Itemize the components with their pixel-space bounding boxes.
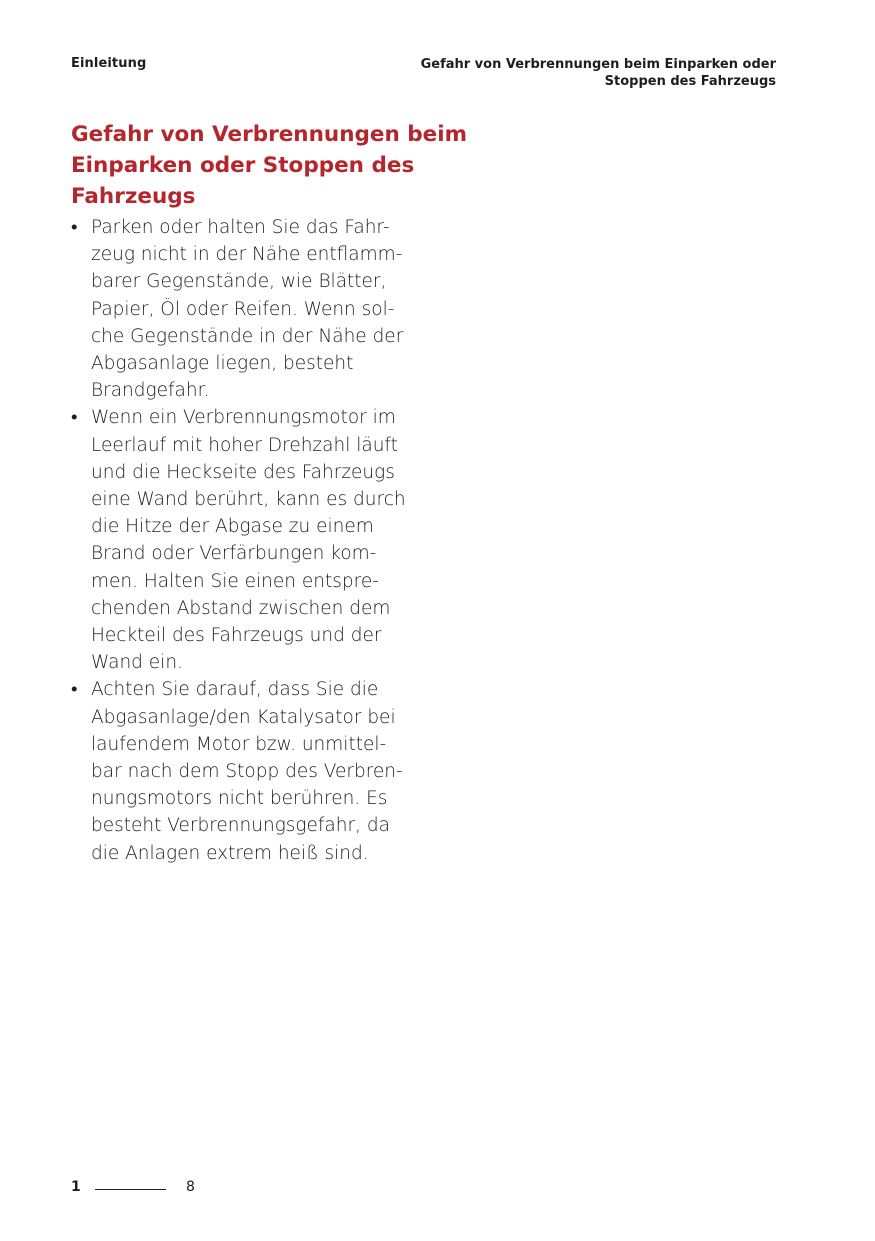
bullet-text-line: die Anlagen extrem heiß sind. xyxy=(91,842,369,864)
bullet-text-line: barer Gegenstände, wie Blätter, xyxy=(91,271,387,293)
bullet-dot-icon: • xyxy=(71,679,78,701)
bullet-text-line: und die Heckseite des Fahrzeugs xyxy=(91,461,395,483)
header-chapter: Einleitung xyxy=(71,56,147,71)
running-title-line: Stoppen des Fahrzeugs xyxy=(604,74,776,89)
bullet-text-line: Achten Sie darauf, dass Sie die xyxy=(91,679,379,701)
bullet-text-line: Abgasanlage liegen, besteht xyxy=(91,353,354,375)
bullet-item xyxy=(71,214,431,404)
section-title-line: Einparken oder Stoppen des xyxy=(71,153,415,178)
footer-divider xyxy=(95,1189,166,1190)
bullet-text-line: Leerlauf mit hoher Drehzahl läuft xyxy=(91,434,398,456)
bullet-text-line: Brand oder Verfärbungen kom- xyxy=(91,543,377,565)
section-title-line: Gefahr von Verbrennungen beim xyxy=(71,122,468,147)
bullet-text-line: zeug nicht in der Nähe entflamm- xyxy=(91,244,403,266)
bullet-text-line: men. Halten Sie einen entspre- xyxy=(91,570,379,592)
bullet-text-line: Heckteil des Fahrzeugs und der xyxy=(91,625,382,647)
bullet-dot-icon: • xyxy=(71,407,78,429)
bullet-list xyxy=(71,214,431,867)
section-title xyxy=(71,119,468,212)
running-title xyxy=(416,56,776,90)
footer-page-number: 8 xyxy=(186,1179,195,1195)
footer-chapter-number: 1 xyxy=(71,1179,81,1195)
running-title-line: Gefahr von Verbrennungen beim Einparken oder xyxy=(420,57,776,72)
bullet-dot-icon: • xyxy=(71,217,78,238)
bullet-item xyxy=(71,404,431,676)
bullet-text-line: Brandgefahr. xyxy=(91,380,210,402)
bullet-text-line: bar nach dem Stopp des Verbren- xyxy=(91,761,403,783)
bullet-text-line: besteht Verbrennungsgefahr, da xyxy=(91,815,390,837)
bullet-text-line: Parken oder halten Sie das Fahr- xyxy=(91,217,390,238)
section-title-line: Fahrzeugs xyxy=(71,184,196,209)
bullet-text-line: chenden Abstand zwischen dem xyxy=(91,597,391,619)
bullet-text-line: laufendem Motor bzw. unmittel- xyxy=(91,733,387,755)
bullet-text-line: che Gegenstände in der Nähe der xyxy=(91,325,404,347)
bullet-text-line: Papier, Öl oder Reifen. Wenn sol- xyxy=(91,298,395,320)
bullet-text-line: Abgasanlage/den Katalysator bei xyxy=(91,706,396,728)
bullet-text-line: nungsmotors nicht berühren. Es xyxy=(91,788,388,810)
bullet-text-line: Wand ein. xyxy=(91,652,183,674)
bullet-text-line: die Hitze der Abgase zu einem xyxy=(91,516,374,538)
bullet-item xyxy=(71,676,431,866)
bullet-text-line: Wenn ein Verbrennungsmotor im xyxy=(91,407,396,429)
bullet-text-line: eine Wand berührt, kann es durch xyxy=(91,489,406,511)
